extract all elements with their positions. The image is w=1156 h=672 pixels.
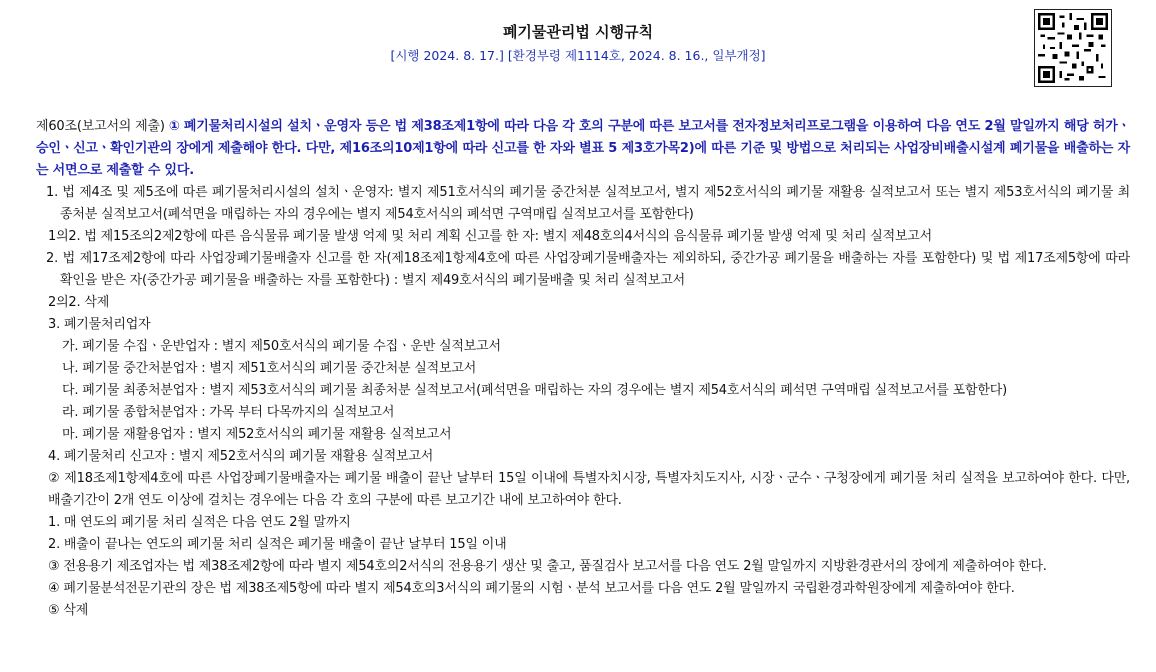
article-body [36, 116, 1130, 622]
paragraph-4: ④ 폐기물분석전문기관의 장은 법 제38조제5항에 따라 별지 제54호의3서식의 폐기물의 시험ㆍ분석 보고서를 다음 연도 2월 말일까지 국립환경과학원장에게 제출하여야 한다. [48, 581, 1015, 596]
paragraph-5: ⑤ 삭제 [48, 603, 89, 618]
list-item: 1. 매 연도의 폐기물 처리 실적은 다음 연도 2월 말까지 [48, 515, 351, 530]
list-item: 2. 배출이 끝나는 연도의 폐기물 처리 실적은 폐기물 배출이 끝난 날부터 15일 이내 [48, 537, 507, 552]
list-item: 4. 폐기물처리 신고자 : 별지 제52호서식의 폐기물 재활용 실적보고서 [48, 449, 434, 464]
sub-list-item: 마. 폐기물 재활용업자 : 별지 제52호서식의 폐기물 재활용 실적보고서 [62, 427, 452, 442]
sub-list-item: 가. 폐기물 수집ㆍ운반업자 : 별지 제50호서식의 폐기물 수집ㆍ운반 실적보고서 [62, 339, 501, 354]
list-item: 1의2. 법 제15조의2제2항에 따른 음식물류 폐기물 발생 억제 및 처리 계획 신고를 한 자: 별지 제48호의4서식의 음식물류 폐기물 발생 억제 및 처리 실적보고서 [48, 229, 933, 244]
page-title: 폐기물관리법 시행규칙 [502, 23, 654, 41]
article-intro [36, 116, 1130, 182]
enforcement-info: [시행 2024. 8. 17.] [환경부령 제1114호, 2024. 8. 16., 일부개정] [390, 48, 766, 63]
list-item: 2. 법 제17조제2항에 따라 사업장폐기물배출자 신고를 한 자(제18조제1항제4호에 따른 사업장폐기물배출자는 제외하되, 중간가공 폐기물을 배출하는 자를 포함한다) 및 법 제17조제5항에 따라 확인을 받은 자(중간가공 폐기물을 배출하는 자를 포함한다) : 별지 제49호서식의 폐기물배출 및 처리 실적보고서 [46, 251, 1130, 288]
article-heading: 제60조(보고서의 제출) [36, 119, 169, 134]
paragraph-2: ② 제18조제1항제4호에 따른 사업장폐기물배출자는 폐기물 배출이 끝난 날부터 15일 이내에 특별자치시장, 특별자치도지사, 시장ㆍ군수ㆍ구청장에게 폐기물 처리 실적을 보고하여야 한다. 다만, 배출기간이 2개 연도 이상에 걸치는 경우에는 다음 각 호의 구분에 따른 보고기간 내에 보고하여야 한다. [48, 471, 1130, 508]
paragraph-3: ③ 전용용기 제조업자는 법 제38조제2항에 따라 별지 제54호의2서식의 전용용기 생산 및 출고, 품질검사 보고서를 다음 연도 2월 말일까지 지방환경관서의 장에게 제출하여야 한다. [48, 559, 1047, 574]
list-item: 1. 법 제4조 및 제5조에 따른 폐기물처리시설의 설치ㆍ운영자: 별지 제51호서식의 폐기물 중간처분 실적보고서, 별지 제52호서식의 폐기물 재활용 실적보고서 또는 별지 제53호서식의 폐기물 최종처분 실적보고서(폐석면을 매립하는 자의 경우에는 별지 제54호서식의 폐석면 구역매립 실적보고서를 포함한다) [46, 185, 1130, 222]
qr-code-icon [1038, 13, 1108, 83]
paragraph-1: ① 폐기물처리시설의 설치ㆍ운영자 등은 법 제38조제1항에 따라 다음 각 호의 구분에 따른 보고서를 전자정보처리프로그램을 이용하여 다음 연도 2월 말일까지 해당 허가ㆍ승인ㆍ신고ㆍ확인기관의 장에게 제출해야 한다. 다만, 제16조의10제1항에 따라 신고를 한 자와 별표 5 제3호가목2)에 따른 기준 및 방법으로 처리되는 사업장비배출시설계 폐기물을 배출하는 자는 서면으로 제출할 수 있다. [36, 119, 1130, 178]
list-item: 2의2. 삭제 [48, 295, 110, 310]
sub-list-item: 나. 폐기물 중간처분업자 : 별지 제51호서식의 폐기물 중간처분 실적보고서 [62, 361, 477, 376]
sub-list-item: 라. 폐기물 종합처분업자 : 가목 부터 다목까지의 실적보고서 [62, 405, 395, 420]
list-item: 3. 폐기물처리업자 [48, 317, 151, 332]
sub-list-item: 다. 폐기물 최종처분업자 : 별지 제53호서식의 폐기물 최종처분 실적보고서(폐석면을 매립하는 자의 경우에는 별지 제54호서식의 폐석면 구역매립 실적보고서를 포함한다) [62, 383, 1007, 398]
qr-code[interactable] [1034, 9, 1112, 87]
